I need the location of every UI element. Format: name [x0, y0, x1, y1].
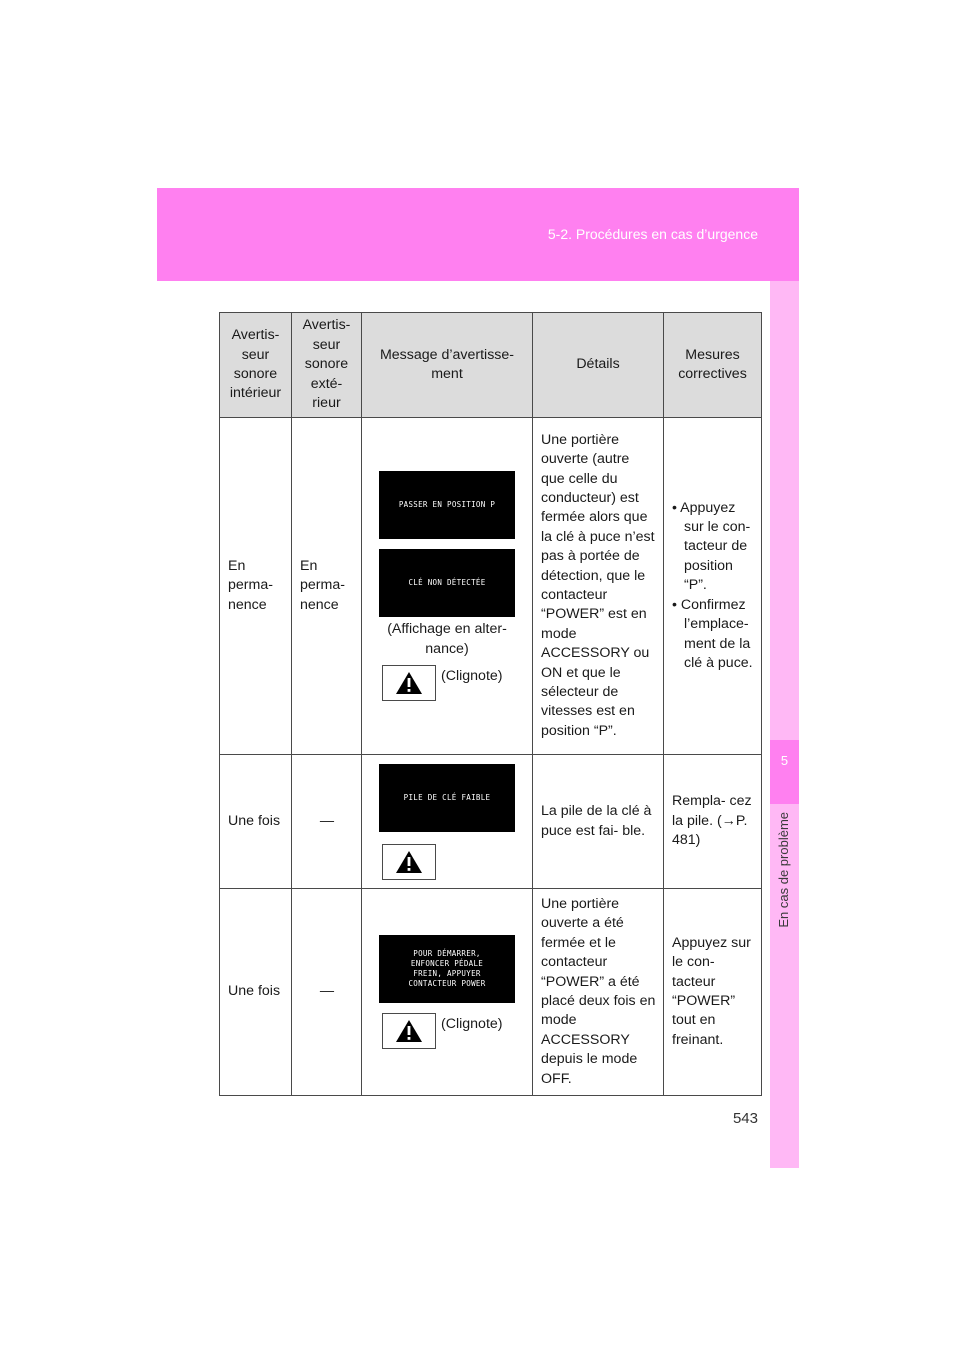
header-interior-buzzer: Avertis- seur sonore intérieur	[220, 313, 292, 418]
display-screen: PASSER EN POSITION P	[379, 471, 515, 539]
warning-message-cell	[362, 889, 533, 1096]
interior-buzzer-cell: Une fois	[220, 889, 292, 1096]
warning-table	[219, 312, 762, 1096]
page-number: 543	[732, 1110, 758, 1127]
chapter-tab[interactable]	[770, 740, 799, 804]
interior-buzzer-cell: En perma- nence	[220, 418, 292, 755]
side-strip	[770, 281, 799, 1168]
table-header-row	[220, 313, 762, 418]
details-cell: Une portière ouverte a été fermée et le contacteur “POWER” a été placé deux fois en mode ACCESSORY depuis le mode OFF.	[533, 889, 664, 1096]
warning-message-cell	[362, 418, 533, 755]
header-band	[157, 188, 799, 281]
warning-message-cell	[362, 755, 533, 889]
display-screen: PILE DE CLÉ FAIBLE	[379, 764, 515, 832]
exterior-buzzer-cell: —	[292, 755, 362, 889]
header-exterior-buzzer: Avertis- seur sonore exté- rieur	[292, 313, 362, 418]
measure-item: • Appuyez sur le con- tacteur de position “P”.	[672, 499, 751, 594]
table-row	[220, 755, 762, 889]
table-row	[220, 418, 762, 755]
alternating-note: (Affichage en alter- nance)	[387, 621, 507, 657]
measures-cell: Rempla- cez la pile. (→P. 481)	[664, 755, 762, 889]
chapter-number: 5	[780, 753, 789, 768]
details-cell: Une portière ouverte (autre que celle du conducteur) est fermée alors que la clé à puce n’est pas à portée de détection, que le contacteur “POWER” est en mode ACCESSORY ou ON et que le sélecteur de vitesses est en position “P”.	[533, 418, 664, 755]
measure-item: • Confirmez l’emplace- ment de la clé à puce.	[672, 596, 753, 671]
details-cell: La pile de la clé à puce est fai- ble.	[533, 755, 664, 889]
display-screen: POUR DÉMARRER, ENFONCER PÉDALE FREIN, APPUYER CONTACTEUR POWER	[379, 935, 515, 1003]
display-screen: CLÉ NON DÉTECTÉE	[379, 549, 515, 617]
chapter-label	[776, 812, 794, 942]
interior-buzzer-cell: Une fois	[220, 755, 292, 889]
blink-note: (Clignote)	[441, 1016, 503, 1033]
warning-triangle-icon	[382, 1013, 436, 1049]
table-row	[220, 889, 762, 1096]
chapter-title: En cas de problème	[776, 812, 791, 928]
blink-note: (Clignote)	[441, 668, 503, 685]
warning-triangle-icon	[382, 844, 436, 880]
header-warning-message: Message d’avertisse- ment	[362, 313, 533, 418]
measures-cell: Appuyez sur le con- tacteur “POWER” tout en freinant.	[664, 889, 762, 1096]
header-details: Détails	[533, 313, 664, 418]
exterior-buzzer-cell: —	[292, 889, 362, 1096]
warning-triangle-icon	[382, 665, 436, 701]
exterior-buzzer-cell: En perma- nence	[292, 418, 362, 755]
header-measures: Mesures correctives	[664, 313, 762, 418]
measures-cell	[664, 418, 762, 755]
section-title: 5-2. Procédures en cas d’urgence	[547, 226, 758, 242]
